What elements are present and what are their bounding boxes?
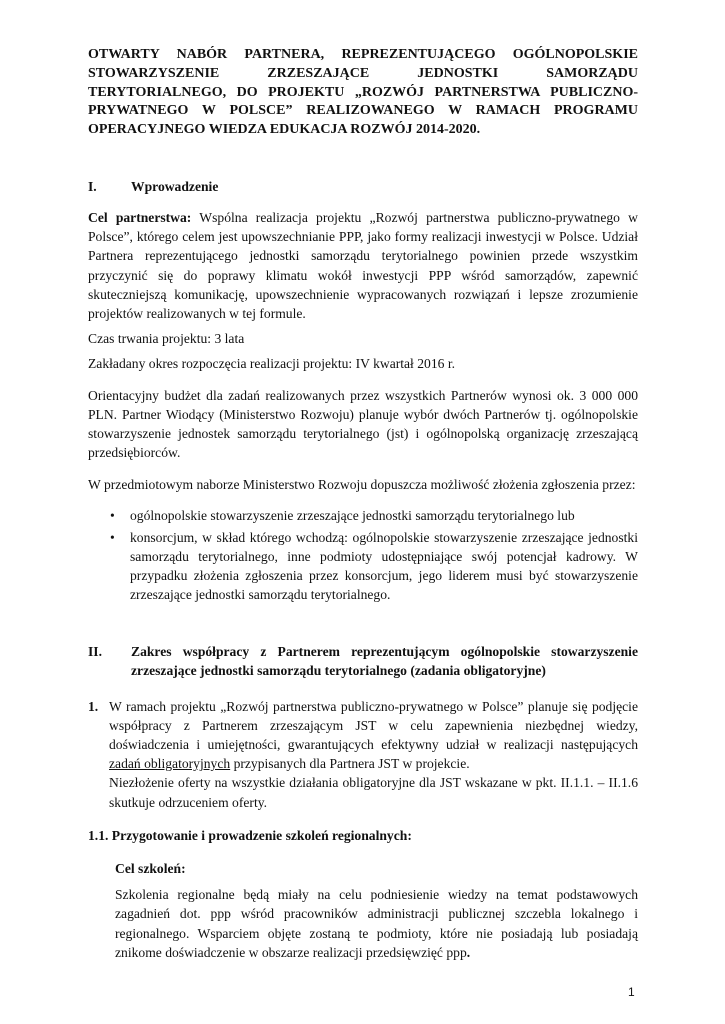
list-item <box>88 506 638 525</box>
project-duration: Czas trwania projektu: 3 lata <box>88 331 245 347</box>
item-1-body <box>109 697 638 812</box>
subsection-1-1-heading: 1.1. Przygotowanie i prowadzenie szkoleń regionalnych: <box>88 827 412 843</box>
item-1-text-a: W ramach projektu „Rozwój partnerstwa publiczno-prywatnego w Polsce” planuje się podjęcie współpracy z Partnerem zrzeszającym JST w celu zapewnienia niezbędnej wiedzy, doświadczenia i umiejętności, gwarantujących efektywny udział w realizacji następujących <box>109 698 638 753</box>
section-2-title: Zakres współpracy z Partnerem reprezentującym ogólnopolskie stowarzyszenie zrzeszające jednostki samorządu terytorialnego (zadania obligatoryjne) <box>131 643 638 678</box>
section-1-title: Wprowadzenie <box>131 178 219 194</box>
list-item-text: ogólnopolskie stowarzyszenie zrzeszające jednostki samorządu terytorialnego lub <box>130 507 575 523</box>
applicant-list <box>88 506 638 605</box>
list-item-text: konsorcjum, w skład którego wchodzą: ogólnopolskie stowarzyszenie zrzeszające jednostki samorządu terytorialnego, inne podmioty udostępniające swój potencjał kadrowy. W przypadku złożenia zgłoszenia przez konsorcjum, jego liderem musi być stowarzyszenie zrzeszające jednostki samorządu terytorialnego. <box>130 529 638 603</box>
bullet-icon: • <box>110 507 115 523</box>
section-1-heading <box>88 177 638 196</box>
partnership-goal-text: Wspólna realizacja projektu „Rozwój partnerstwa publiczno-prywatnego w Polsce”, którego celem jest upowszechnianie PPP, jako formy realizacji inwestycji w Polsce. Udział Partnera reprezentującego jednostki samorządu terytorialnego powinien przede wszystkim przyczynić się do poprawy klimatu wokół inwestycji PPP wśród samorządów, zapewnić skuteczniejszą komunikację, upowszechnienie wypracowanych rozwiązań i lepsze zrozumienie projektów realizowanych w tej formule. <box>88 209 638 321</box>
page-number: 1 <box>628 985 635 999</box>
item-1-text-b: przypisanych dla Partnera JST w projekcie. <box>230 756 470 772</box>
item-1-paragraph <box>109 697 638 774</box>
numbered-item-1 <box>88 697 638 812</box>
document-title: OTWARTY NABÓR PARTNERA, REPREZENTUJĄCEGO OGÓLNOPOLSKIE STOWARZYSZENIE ZRZESZAJĄCE JEDNOSTKI SAMORZĄDU TERYTORIALNEGO, DO PROJEKTU „ROZWÓJ PARTNERSTWA PUBLICZNO-PRYWATNEGO W POLSCE” REALIZOWANEGO W RAMACH PROGRAMU OPERACYJNEGO WIEDZA EDUKACJA ROZWÓJ 2014-2020. <box>88 47 638 138</box>
training-goal-label: Cel szkoleń: <box>115 861 186 877</box>
training-text-end: . <box>466 944 471 960</box>
item-1-rejection-note: Niezłożenie oferty na wszystkie działania obligatoryjne dla JST wskazane w pkt. II.1.1. – II.1.6 skutkuje odrzuceniem oferty. <box>109 775 638 810</box>
list-item <box>88 528 638 605</box>
admission-paragraph: W przedmiotowym naborze Ministerstwo Rozwoju dopuszcza możliwość złożenia zgłoszenia przez: <box>88 477 636 493</box>
training-text: Szkolenia regionalne będą miały na celu podniesienie wiedzy na temat podstawowych zagadnień dot. ppp wśród pracowników administracji publicznej szczebla lokalnego i regionalnego. Wsparciem objęte zostaną te podmioty, które nie posiadają lub posiadają znikome doświadczenie w obszarze realizacji przedsięwzięć ppp <box>115 887 638 960</box>
section-2-number: II. <box>88 643 102 659</box>
section-1-number: I. <box>88 178 97 194</box>
bullet-icon: • <box>110 529 115 545</box>
section-2-heading <box>88 642 638 680</box>
budget-paragraph: Orientacyjny budżet dla zadań realizowanych przez wszystkich Partnerów wynosi ok. 3 000 000 PLN. Partner Wiodący (Ministerstwo Rozwoju) planuje wybór dwóch Partnerów tj. ogólnopolskie stowarzyszenie jednostek samorządu terytorialnego (jst) i ogólnopolską organizację zrzeszającą przedsiębiorców. <box>88 387 638 461</box>
training-goal-paragraph <box>88 885 638 962</box>
project-start: Zakładany okres rozpoczęcia realizacji projektu: IV kwartał 2016 r. <box>88 356 455 372</box>
partnership-goal-label: Cel partnerstwa: <box>88 209 192 225</box>
partnership-goal-paragraph <box>88 208 638 323</box>
document-page <box>88 46 638 962</box>
mandatory-tasks-underlined: zadań obligatoryjnych <box>109 756 231 772</box>
item-1-number: 1. <box>88 698 99 714</box>
